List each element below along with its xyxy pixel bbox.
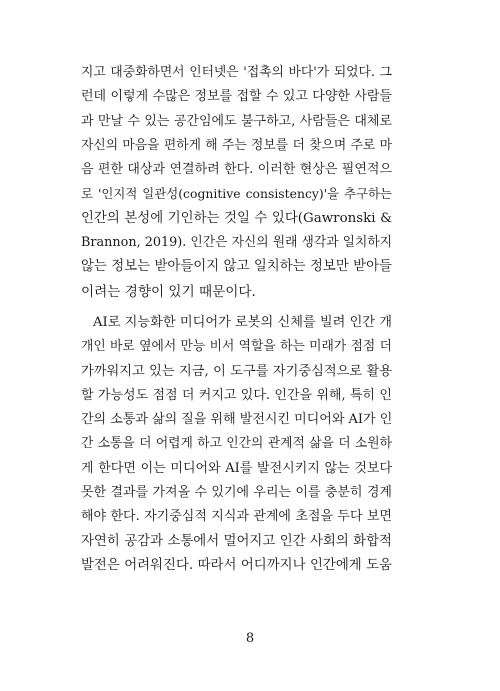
text-line: 게 한다면 이는 미디어와 AI를 발전시키지 않는 것보다 <box>81 460 392 476</box>
text-line: 가까워지고 있는 지금, 이 도구를 자기중심적으로 활용 <box>81 363 392 379</box>
text-line: 개인 바로 옆에서 만능 비서 역할을 하는 미래가 점점 더 <box>81 339 392 355</box>
text-line: 인간의 본성에 기인하는 것일 수 있다(Gawronski & <box>81 210 392 226</box>
text-line: 발전은 어려워진다. 따라서 어디까지나 인간에게 도움 <box>81 557 392 573</box>
paragraph-2 <box>81 311 392 578</box>
body-text <box>81 61 392 578</box>
text-line: AI로 지능화한 미디어가 로봇의 신체를 빌려 인간 개 <box>93 314 392 330</box>
text-line: Brannon, 2019). 인간은 자신의 원래 생각과 일치하지 <box>81 235 393 251</box>
text-line: 음 편한 대상과 연결하려 한다. 이러한 현상은 필연적으 <box>81 162 392 178</box>
text-line: 자연히 공감과 소통에서 멀어지고 인간 사회의 화합적 <box>81 533 392 549</box>
paragraph-1 <box>81 61 392 304</box>
text-line: 지고 대중화하면서 인터넷은 '접촉의 바다'가 되었다. 그 <box>81 65 392 80</box>
text-line: 않는 정보는 받아들이지 않고 일치하는 정보만 받아들 <box>81 259 392 275</box>
text-line: 자신의 마음을 편하게 해 주는 정보를 더 찾으며 주로 마 <box>81 137 392 153</box>
text-line: 런데 이렇게 수많은 정보를 접할 수 있고 다양한 사람들 <box>81 89 392 105</box>
text-line: 로 '인지적 일관성(cognitive consistency)'을 추구하는 <box>81 186 392 202</box>
text-line: 할 가능성도 점점 더 커지고 있다. 인간을 위해, 특히 인 <box>81 387 392 403</box>
text-line: 간의 소통과 삶의 질을 위해 발전시킨 미디어와 AI가 인 <box>81 412 393 428</box>
text-line: 못한 결과를 가져올 수 있기에 우리는 이를 충분히 경계 <box>81 485 392 501</box>
text-line: 과 만날 수 있는 공간임에도 불구하고, 사람들은 대체로 <box>81 113 392 129</box>
page-number: 8 <box>245 631 255 646</box>
paragraph-gap <box>81 304 392 311</box>
text-line: 간 소통을 더 어렵게 하고 인간의 관계적 삶을 더 소원하 <box>81 436 392 452</box>
text-line: 이려는 경향이 있기 때문이다. <box>81 283 256 300</box>
text-line: 해야 한다. 자기중심적 지식과 관계에 초점을 두다 보면 <box>81 509 392 525</box>
